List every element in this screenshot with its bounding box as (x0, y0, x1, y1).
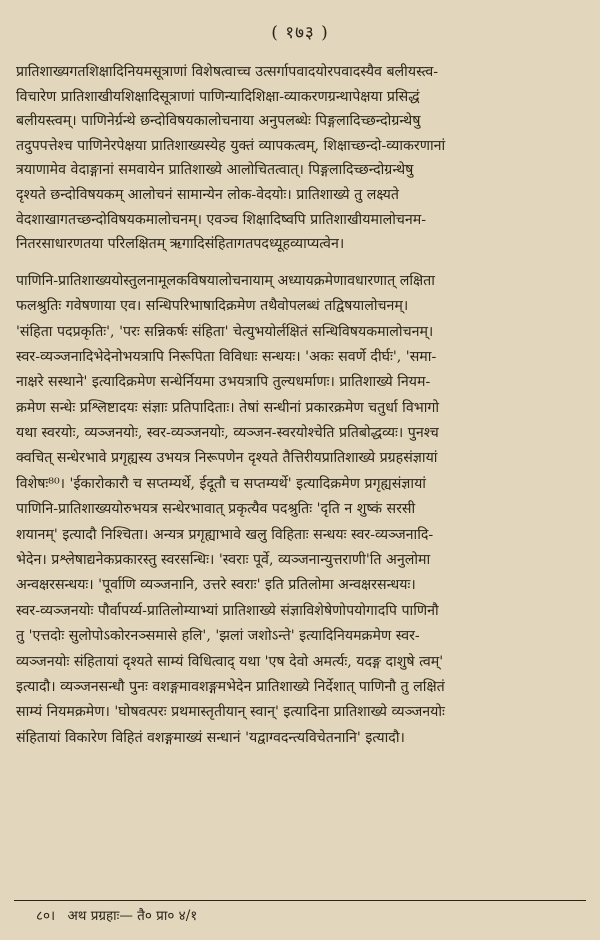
text-line: क्रमेण सन्धेः प्रश्लिष्टादयः संज्ञाः प्रतिपादिताः। तेषां सन्धीनां प्रकारक्रमेण चतुर्धा विभागो (16, 399, 440, 416)
text-line: दृश्यते छन्दोविषयकम् आलोचनं सामान्येन लोक-वेदयोः। प्रातिशाख्ये तु लक्ष्यते (16, 186, 399, 203)
text-line: स्वर-व्यञ्जनादिभेदेनोभयत्रापि निरूपिता विविधाः सन्धयः। 'अकः सवर्णे दीर्घः', 'समा- (16, 348, 437, 365)
text-line: बलीयस्त्वम्। पाणिनेर्ग्रन्थे छन्दोविषयकालोचनाया अनुपलब्धेः पिङ्गलादिच्छन्दोग्रन्थेषु (16, 113, 421, 130)
text-line: संहितायां विकारेण विहितं वशङ्गमाख्यं सन्धानं 'यद्वाग्वदन्त्यविचेतनानि' इत्यादौ। (16, 729, 405, 746)
text-line: पाणिनि-प्रातिशाख्ययोरुभयत्र सन्धेरभावात् प्रकृत्यैव पदश्रुतिः 'दृति न शुष्कं सरसी (16, 501, 416, 518)
text-line: फलश्रुतिः गवेषणाया एव। सन्धिपरिभाषादिक्रमेण तथैवोपलब्धं तद्विषयालोचनम्। (16, 298, 409, 315)
text-line: यथा स्वरयोः, व्यञ्जनयोः, स्वर-व्यञ्जनयोः, व्यञ्जन-स्वरयोश्चेति प्रतिबोद्धव्यः। पुनश्च (16, 425, 439, 442)
text-line: त्रयाणामेव वेदाङ्गानां समवायेन प्रातिशाख्ये आलोचितत्वात्। पिङ्गलादिच्छन्दोग्रन्थेषु (16, 162, 414, 179)
text-line: साम्यं नियमक्रमेण। 'घोषवत्परः प्रथमास्तृतीयान् स्वान्' इत्यादिना प्रातिशाख्ये व्यञ्जनयोः (16, 704, 445, 721)
text-line: तदुपपत्तेश्च पाणिनेरपेक्षया प्रातिशाख्यस्येह युक्तं व्यापकत्वम्, शिक्षाच्छन्दो-व्याकरणानां (16, 137, 446, 154)
text-line: क्वचित् सन्धेरभावे प्रगृह्यस्य उभयत्र निरूपणेन दृश्यते तैत्तिरीयप्रातिशाख्ये प्रग्रहसंज्ञायां (16, 450, 438, 467)
page-number: ( १७३ ) (271, 23, 329, 43)
text-line: तु 'एत्तदोः सुलोपोऽकोरनञ्समासे हलि', 'झलां जशोऽन्ते' इत्यादिनियमक्रमेण स्वर- (16, 628, 420, 645)
text-line: विचारेण प्रातिशाखीयशिक्षादिसूत्राणां पाणिन्यादिशिक्षा-व्याकरणग्रन्थापेक्षया प्रसिद्धं (16, 88, 420, 105)
text-line: नाक्षरे सस्थाने' इत्यादिक्रमेण सन्धेर्नियमा उभयत्रापि तुल्यधर्माणः। प्रातिशाख्ये नियम- (16, 374, 431, 391)
text-line: शयानम्' इत्यादौ निश्चिता। अन्यत्र प्रगृह्याभावे खलु विहिताः सन्धयः स्वर-व्यञ्जनादि- (16, 526, 434, 543)
paragraph-2 (16, 269, 586, 751)
text-line: इत्यादौ। व्यञ्जनसन्धौ पुनः वशङ्गमावशङ्गमभेदेन प्रातिशाख्ये निर्देशात् पाणिनौ तु लक्षितं (16, 679, 445, 695)
text-line: प्रातिशाख्यगतशिक्षादिनियमसूत्राणां विशेषत्वाच्च उत्सर्गापवादयोरपवादस्यैव बलीयस्त्व- (16, 64, 439, 80)
text-line: नितरसाधारणतया परिलक्षितम् ऋगादिसंहितागतपदध्यूहव्याप्यत्वेन। (16, 236, 345, 253)
footnote-number: ८०। (36, 908, 56, 924)
text-line: पाणिनि-प्रातिशाख्ययोस्तुलनामूलकविषयालोचनायाम् अध्यायक्रमेणावधारणात् लक्षिता (16, 272, 435, 289)
text-line: स्वर-व्यञ्जनयोः पौर्वापर्य्य-प्रातिलोम्याभ्यां प्रातिशाख्ये संज्ञाविशेषेणोपयोगादपि पाणिनौ (16, 602, 439, 619)
text-line: व्यञ्जनयोः संहितायां दृश्यते साम्यं विधित्वाद् यथा 'एष देवो अमर्त्यः, यदङ्ग दाशुषे त्वम्' (16, 653, 444, 670)
text-line: 'संहिता पदप्रकृतिः', 'परः सन्निकर्षः संहिता' चेत्युभयोर्लक्षितं सन्धिविषयकमालोचनम्। (16, 323, 434, 340)
footnote (36, 906, 197, 924)
footnote-divider (14, 900, 586, 901)
text-line: अन्वक्षरसन्धयः। 'पूर्वाणि व्यञ्जनानि, उत्तरे स्वराः' इति प्रतिलोमा अन्वक्षरसन्धयः। (16, 577, 416, 594)
paragraph-1 (16, 60, 586, 257)
text-line: विशेषः⁸⁰। 'ईकारोकारौ च सप्तम्यर्थे, ईदूतौ च सप्तम्यर्थे' इत्यादिक्रमेण प्रगृह्यसंज्ञायां (16, 475, 426, 492)
footnote-text: अथ प्रग्रहाः— तै० प्रा० ४/१ (67, 908, 198, 924)
body-text (16, 60, 586, 751)
text-line: भेदेन। प्रश्लेषाद्यनेकप्रकारस्तु स्वरसन्धिः। 'स्वराः पूर्वे, व्यञ्जनान्युत्तराणी'ति अनुलोमा (16, 552, 431, 569)
text-line: वेदशाखागतच्छन्दोविषयकमालोचनम्। एवञ्च शिक्षादिष्वपि प्रातिशाखीयमालोचनम- (16, 211, 427, 228)
